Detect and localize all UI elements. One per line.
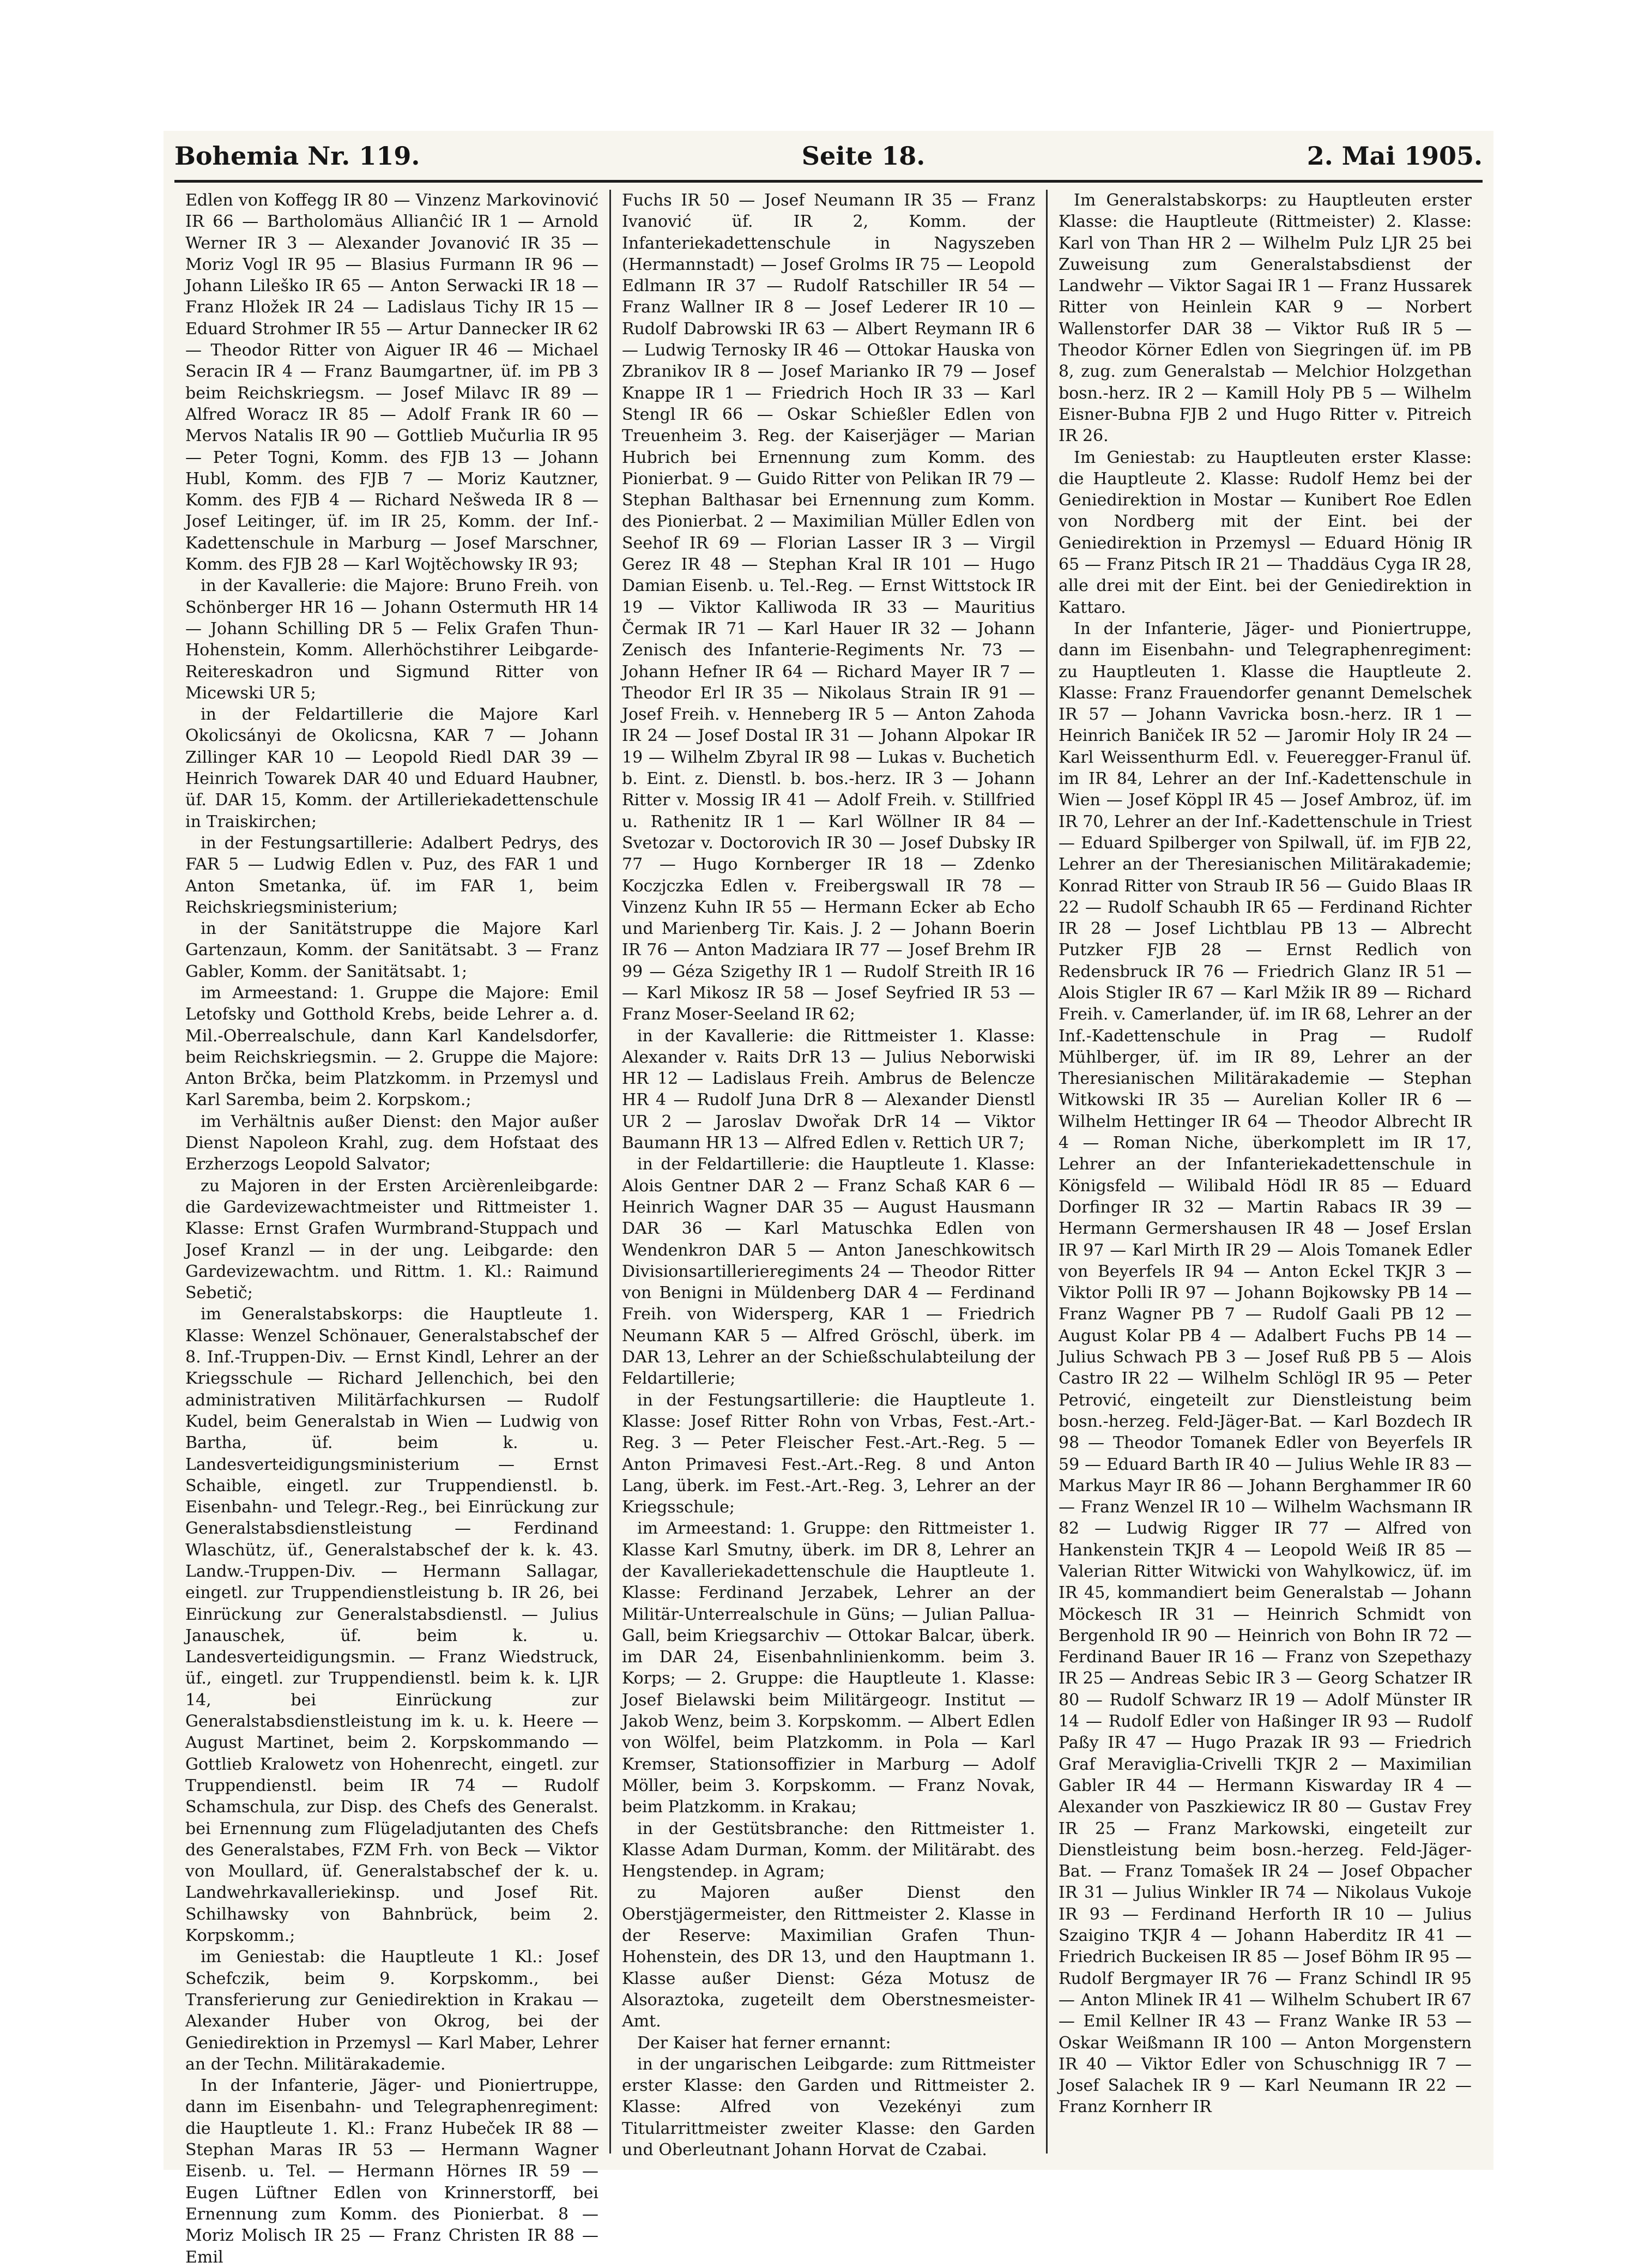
paragraph: Im Geniestab: zu Hauptleuten erster Klasse: die Hauptleute 2. Klasse: Rudolf Hemz bei der Geniedirektion in Mostar — Kunibert Roe Edlen von Nordberg mit der Eint. bei der Geniedirektion in Przemysl — Eduard Hönig IR 65 — Franz Pitsch IR 21 — Thaddäus Cyga IR 28, alle drei mit der Eint. bei der Geniedirektion in Kattaro. xyxy=(1059,448,1472,617)
paragraph: Der Kaiser hat ferner ernannt: xyxy=(637,2033,891,2053)
paragraph: Fuchs IR 50 — Josef Neumann IR 35 — Franz Ivanović üf. IR 2, Komm. der Infanteriekadettenschule in Nagyszeben (Hermannstadt) — Josef Grolms IR 75 — Leopold Edlmann IR 37 — Rudolf Ratschiller IR 54 — Franz Wallner IR 8 — Josef Lederer IR 10 — Rudolf Dabrowski IR 63 — Albert Reymann IR 6 — Ludwig Ternosky IR 46 — Ottokar Hauska von Zbranikov IR 8 — Josef Marianko IR 79 — Josef Knappe IR 1 — Friedrich Hoch IR 33 — Karl Stengl IR 66 — Oskar Schießler Edlen von Treuenheim 3. Reg. der Kaiserjäger — Marian Hubrich bei Ernennung zum Komm. des Pionierbat. 9 — Guido Ritter von Pelikan IR 79 — Stephan Balthasar bei Ernennung zum Komm. des Pionierbat. 2 — Maximilian Müller Edlen von Seehof IR 69 — Florian Lasser IR 3 — Virgil Gerez IR 48 — Stephan Kral IR 101 — Hugo Damian Eisenb. u. Tel.-Reg. — Ernst Wittstock IR 19 — Viktor Kalliwoda IR 33 — Mauritius Čermak IR 71 — Karl Hauer IR 32 — Johann Zenisch des Infanterie-Regiments Nr. 73 — Johann Hefner IR 64 — Richard Mayer IR 7 — Theodor Erl IR 35 — Nikolaus Strain IR 91 — Josef Freih. v. Henneberg IR 5 — Anton Zahoda IR 24 — Josef Dostal IR 31 — Johann Alpokar IR 19 — Wilhelm Zbyral IR 98 — Lukas v. Buchetich b. Eint. z. Dienstl. b. bos.-herz. IR 3 — Johann Ritter v. Mossig IR 41 — Adolf Freih. v. Stillfried u. Rathenitz IR 1 — Karl Wöllner IR 84 — Svetozar v. Doctorovich IR 30 — Josef Dubsky IR 77 — Hugo Kornberger IR 18 — Zdenko Koczjczka Edlen v. Freibergswall IR 78 — Vinzenz Kuhn IR 55 — Hermann Ecker ab Echo und Marienberg Tir. Kais. J. 2 — Johann Boerin IR 76 — Anton Madziara IR 77 — Josef Brehm IR 99 — Géza Szigethy IR 1 — Rudolf Streith IR 16 — Karl Mikosz IR 58 — Josef Seyfried IR 53 — Franz Moser-Seeland IR 62; xyxy=(622,191,1035,1024)
paragraph: im Verhältnis außer Dienst: den Major außer Dienst Napoleon Krahl, zug. dem Hofstaat des Erzherzogs Leopold Salvator; xyxy=(185,1112,598,1174)
paragraph: in der Kavallerie: die Majore: Bruno Freih. von Schönberger HR 16 — Johann Ostermuth HR 14 — Johann Schilling DR 5 — Felix Grafen Thun-Hohenstein, Komm. Allerhöchstihrer Leibgarde-Reitereskadron und Sigmund Ritter von Micewski UR 5; xyxy=(185,576,598,703)
paragraph: in der Festungsartillerie: die Hauptleute 1. Klasse: Josef Ritter Rohn von Vrbas, Fest.-Art.-Reg. 3 — Peter Fleischer Fest.-Art.-Reg. 5 — Anton Primavesi Fest.-Art.-Reg. 8 und Anton Lang, überk. im Fest.-Art.-Reg. 3, Lehrer an der Kriegsschule; xyxy=(622,1390,1035,1517)
paragraph: In der Infanterie, Jäger- und Pioniertruppe, dann im Eisenbahn- und Telegraphenregiment: zu Hauptleuten 1. Klasse die Hauptleute 2. Klasse: Franz Frauendorfer genannt Demelschek IR 57 — Johann Vavricka bosn.-herz. IR 1 — Heinrich Baniček IR 52 — Jaromir Holy IR 24 — Karl Weissenthurm Edl. v. Feueregger-Franul üf. im IR 84, Lehrer an der Inf.-Kadettenschule in Wien — Josef Köppl IR 45 — Josef Ambroz, üf. im IR 70, Lehrer an der Inf.-Kadettenschule in Triest — Eduard Spilberger von Spilwall, üf. im FJB 22, Lehrer an der Theresianischen Militärakademie; Konrad Ritter von Straub IR 56 — Guido Blaas IR 22 — Rudolf Schaubh IR 65 — Ferdinand Richter IR 28 — Josef Lichtblau PB 13 — Albrecht Putzker FJB 28 — Ernst Redlich von Redensbruck IR 76 — Friedrich Glanz IR 51 — Alois Stigler IR 67 — Karl Mžik IR 89 — Richard Freih. v. Camerlander, üf. im IR 68, Lehrer an der Inf.-Kadettenschule in Prag — Rudolf Mühlberger, üf. im IR 89, Lehrer an der Theresianischen Militärakademie — Stephan Witkowski IR 35 — Aurelian Koller IR 6 — Wilhelm Hettinger IR 64 — Theodor Albrecht IR 4 — Roman Niche, überkomplett im IR 17, Lehrer an der Infanteriekadettenschule in Königsfeld — Wilibald Hödl IR 85 — Eduard Dorfinger IR 32 — Martin Rabacs IR 39 — Hermann Germershausen IR 48 — Josef Erslan IR 97 — Karl Mirth IR 29 — Alois Tomanek Edler von Beyerfels IR 94 — Anton Eckel TKJR 3 — Viktor Polli IR 97 — Johann Bojkowsky PB 14 — Franz Wagner PB 7 — Rudolf Gaali PB 12 — August Kolar PB 4 — Adalbert Fuchs PB 14 — Julius Schwach PB 3 — Josef Ruß PB 5 — Alois Castro IR 22 — Wilhelm Schlögl IR 95 — Peter Petrović, eingeteilt zur Dienstleistung beim bosn.-herzeg. Feld-Jäger-Bat. — Karl Bozdech IR 98 — Theodor Tomanek Edler von Beyerfels IR 59 — Eduard Barth IR 40 — Julius Wehle IR 83 — Markus Mayr IR 86 — Johann Berghammer IR 60 — Franz Wenzel IR 10 — Wilhelm Wachsmann IR 82 — Ludwig Rigger IR 77 — Alfred von Hankenstein TKJR 4 — Leopold Weiß IR 85 — Valerian Ritter Witwicki von Wahylkowicz, üf. im IR 45, kommandiert beim Generalstab — Johann Möckesch IR 31 — Heinrich Schmidt von Bergenhold IR 90 — Heinrich von Bohn IR 72 — Ferdinand Bauer IR 16 — Franz von Szepethazy IR 25 — Andreas Sebic IR 3 — Georg Schatzer IR 80 — Rudolf Schwarz IR 19 — Adolf Münster IR 14 — Rudolf Edler von Haßinger IR 93 — Rudolf Paßy IR 47 — Hugo Prazak IR 93 — Friedrich Graf Meraviglia-Crivelli TKJR 2 — Maximilian Gabler IR 44 — Hermann Kiswarday IR 4 — Alexander von Paszkiewicz IR 80 — Gustav Frey IR 25 — Franz Markowski, eingeteilt zur Dienstleistung beim bosn.-herzeg. Feld-Jäger-Bat. — Franz Tomašek IR 24 — Josef Obpacher IR 31 — Julius Winkler IR 74 — Nikolaus Vukoje IR 93 — Ferdinand Herforth IR 10 — Julius Szaigino TKJR 4 — Johann Haberditz IR 41 — Friedrich Buckeisen IR 85 — Josef Böhm IR 95 — Rudolf Bergmayer IR 76 — Franz Schindl IR 95 — Anton Mlinek IR 41 — Wilhelm Schubert IR 67 — Emil Kellner IR 43 — Franz Wanke IR 53 — Oskar Weißmann IR 100 — Anton Morgenstern IR 40 — Viktor Edler von Schuschnigg IR 7 — Josef Salachek IR 9 — Karl Neumann IR 22 — Franz Kornherr IR xyxy=(1059,619,1472,2117)
paragraph: in der Gestütsbranche: den Rittmeister 1. Klasse Adam Durman, Komm. der Militärabt. des Hengstendep. in Agram; xyxy=(622,1819,1035,1881)
paragraph: in der Feldartillerie: die Hauptleute 1. Klasse: Alois Gentner DAR 2 — Franz Schaß KAR 6 — Heinrich Wagner DAR 35 — August Hausmann DAR 36 — Karl Matuschka Edlen von Wendenkron DAR 5 — Anton Janeschkowitsch Divisionsartillerieregiments 24 — Theodor Ritter von Benigni in Müldenberg DAR 4 — Ferdinand Freih. von Widersperg, KAR 1 — Friedrich Neumann KAR 5 — Alfred Gröschl, überk. im DAR 13, Lehrer an der Schießschulabteilung der Feldartillerie; xyxy=(622,1155,1035,1389)
paragraph: im Geniestab: die Hauptleute 1 Kl.: Josef Schefczik, beim 9. Korpskomm., bei Transferierung zur Geniedirektion in Krakau — Alexander Huber von Okrog, bei der Geniedirektion in Przemysl — Karl Maber, Lehrer an der Techn. Militärakademie. xyxy=(185,1947,598,2074)
paragraph: in der Sanitätstruppe die Majore Karl Gartenzaun, Komm. der Sanitätsabt. 3 — Franz Gabler, Komm. der Sanitätsabt. 1; xyxy=(185,919,598,981)
paragraph: Edlen von Koffegg IR 80 — Vinzenz Markovinović IR 66 — Bartholomäus Allianĉić IR 1 — Arnold Werner IR 3 — Alexander Jovanović IR 35 — Moriz Vogl IR 95 — Blasius Furmann IR 96 — Johann Lileško IR 65 — Anton Serwacki IR 18 — Franz Hložek IR 24 — Ladislaus Tichy IR 15 — Eduard Strohmer IR 55 — Artur Dannecker IR 62 — Theodor Ritter von Aiguer IR 46 — Michael Seracin IR 4 — Franz Baumgartner, üf. im PB 3 beim Reichskriegsm. — Josef Milavc IR 89 — Alfred Woracz IR 85 — Adolf Frank IR 60 — Mervos Natalis IR 90 — Gottlieb Mučurlia IR 95 — Peter Togni, Komm. des FJB 13 — Johann Hubl, Komm. des FJB 7 — Moriz Kautzner, Komm. des FJB 4 — Richard Nešweda IR 8 — Josef Leitinger, üf. im IR 25, Komm. der Inf.-Kadettenschule in Marburg — Josef Marschner, Komm. des FJB 28 — Karl Wojtěchowsky IR 93; xyxy=(185,191,598,575)
header-date: 2. Mai 1905. xyxy=(1307,141,1483,171)
header-rule xyxy=(174,180,1483,183)
column-2 xyxy=(609,190,1046,2160)
paragraph: Im Generalstabskorps: zu Hauptleuten erster Klasse: die Hauptleute (Rittmeister) 2. Klasse: Karl von Than HR 2 — Wilhelm Pulz LJR 25 bei Zuweisung zum Generalstabsdienst der Landwehr — Viktor Sagai IR 1 — Franz Hussarek Ritter von Heinlein KAR 9 — Norbert Wallenstorfer DAR 38 — Viktor Ruß IR 5 — Theodor Körner Edlen von Siegringen üf. im PB 8, zug. zum Generalstab — Melchior Holzgethan bosn.-herz. IR 2 — Kamill Holy PB 5 — Wilhelm Eisner-Bubna FJB 2 und Hugo Ritter v. Pitreich IR 26. xyxy=(1059,191,1472,446)
paragraph: in der Festungsartillerie: Adalbert Pedrys, des FAR 5 — Ludwig Edlen v. Puz, des FAR 1 und Anton Smetanka, üf. im FAR 1, beim Reichskriegsministerium; xyxy=(185,833,598,917)
header-page-number: Seite 18. xyxy=(801,141,926,171)
column-3 xyxy=(1046,190,1483,2154)
page-header xyxy=(174,136,1483,176)
header-publication: Bohemia Nr. 119. xyxy=(174,141,420,171)
paragraph: zu Majoren außer Dienst den Oberstjägermeister, den Rittmeister 2. Klasse in der Reserve: Maximilian Grafen Thun-Hohenstein, des DR 13, und den Hauptmann 1. Klasse außer Dienst: Géza Motusz de Alsoraztoka, zugeteilt dem Oberstnesmeister-Amt. xyxy=(622,1883,1035,2031)
paragraph: zu Majoren in der Ersten Arcièrenleibgarde: die Gardevizewachtmeister und Rittmeister 1. Klasse: Ernst Grafen Wurmbrand-Stuppach und Josef Kranzl — in der ung. Leibgarde: den Gardevizewachtm. und Rittm. 1. Kl.: Raimund Sebetič; xyxy=(185,1176,598,1303)
paragraph: in der Kavallerie: die Rittmeister 1. Klasse: Alexander v. Raits DrR 13 — Julius Neborwiski HR 12 — Ladislaus Freih. Ambrus de Belencze HR 4 — Rudolf Juna DrR 8 — Alexander Dienstl UR 2 — Jaroslav Dwořak DrR 14 — Viktor Baumann HR 13 — Alfred Edlen v. Rettich UR 7; xyxy=(622,1026,1035,1153)
column-1 xyxy=(174,190,609,2267)
paragraph: im Generalstabskorps: die Hauptleute 1. Klasse: Wenzel Schönauer, Generalstabschef der 8. Inf.-Truppen-Div. — Ernst Kindl, Lehrer an der Kriegsschule — Richard Jellenchich, bei den administrativen Militärfachkursen — Rudolf Kudel, beim Generalstab in Wien — Ludwig von Bartha, üf. beim k. u. Landesverteidigungsministerium — Ernst Schaible, eingetl. zur Truppendienstl. b. Eisenbahn- und Telegr.-Reg., bei Einrückung zur Generalstabsdienstleistung — Ferdinand Wlaschütz, üf., Generalstabschef der k. k. 43. Landw.-Truppen-Div. — Hermann Sallagar, eingetl. zur Truppendienstleistung b. IR 26, bei Einrückung zur Generalstabsdienstl. — Julius Janauschek, üf. beim k. u. Landesverteidigungsmin. — Franz Wiedstruck, üf., eingetl. zur Truppendienstl. beim k. k. LJR 14, bei Einrückung zur Generalstabsdienstleistung im k. u. k. Heere — August Martinet, beim 2. Korpskommando — Gottlieb Kralowetz von Hohenrecht, eingetl. zur Truppendienstl. beim IR 74 — Rudolf Schamschula, zur Disp. des Chefs des Generalst. bei Ernennung zum Flügeladjutanten des Chefs des Generalstabes, FZM Frh. von Beck — Viktor von Moullard, üf. Generalstabschef der k. u. Landwehrkavalleriekinsp. und Josef Rit. Schilhawsky von Bahnbrück, beim 2. Korpskomm.; xyxy=(185,1305,598,1946)
text-columns xyxy=(174,190,1483,2267)
paragraph: in der Feldartillerie die Majore Karl Okolicsányi de Okolicsna, KAR 7 — Johann Zillinger KAR 10 — Leopold Riedl DAR 39 — Heinrich Towarek DAR 40 und Eduard Haubner, üf. DAR 15, Komm. der Artilleriekadettenschule in Traiskirchen; xyxy=(185,705,598,831)
paragraph: im Armeestand: 1. Gruppe: den Rittmeister 1. Klasse Karl Smutny, überk. im DR 8, Lehrer an der Kavalleriekadettenschule die Hauptleute 1. Klasse: Ferdinand Jerzabek, Lehrer an der Militär-Unterrealschule in Güns; — Julian Pallua-Gall, beim Kriegsarchiv — Ottokar Balcar, überk. im DAR 24, Eisenbahnlinienkomm. beim 3. Korps; — 2. Gruppe: die Hauptleute 1. Klasse: Josef Bielawski beim Militärgeogr. Institut — Jakob Wenz, beim 3. Korpskomm. — Albert Edlen von Wölfel, beim Platzkomm. in Pola — Karl Kremser, Stationsoffizier in Marburg — Adolf Möller, beim 3. Korpskomm. — Franz Novak, beim Platzkomm. in Krakau; xyxy=(622,1519,1035,1817)
paragraph: in der ungarischen Leibgarde: zum Rittmeister erster Klasse: den Garden und Rittmeister 2. Klasse: Alfred von Vezekényi zum Titularrittmeister zweiter Klasse: den Garden und Oberleutnant Johann Horvat de Czabai. xyxy=(622,2054,1035,2160)
newspaper-page xyxy=(164,131,1493,2267)
paragraph: In der Infanterie, Jäger- und Pioniertruppe, dann im Eisenbahn- und Telegraphenregiment: die Hauptleute 1. Kl.: Franz Hubeček IR 88 — Stephan Maras IR 53 — Hermann Wagner Eisenb. u. Tel. — Hermann Hörnes IR 59 — Eugen Lüftner Edlen von Krinnerstorff, bei Ernennung zum Komm. des Pionierbat. 8 — Moriz Molisch IR 25 — Franz Christen IR 88 — Emil xyxy=(185,2076,598,2267)
paragraph: im Armeestand: 1. Gruppe die Majore: Emil Letofsky und Gotthold Krebs, beide Lehrer a. d. Mil.-Oberrealschule, dann Karl Kandelsdorfer, beim Reichskriegsmin. — 2. Gruppe die Majore: Anton Brčka, beim Platzkomm. in Przemysl und Karl Saremba, beim 2. Korpskom.; xyxy=(185,983,598,1110)
